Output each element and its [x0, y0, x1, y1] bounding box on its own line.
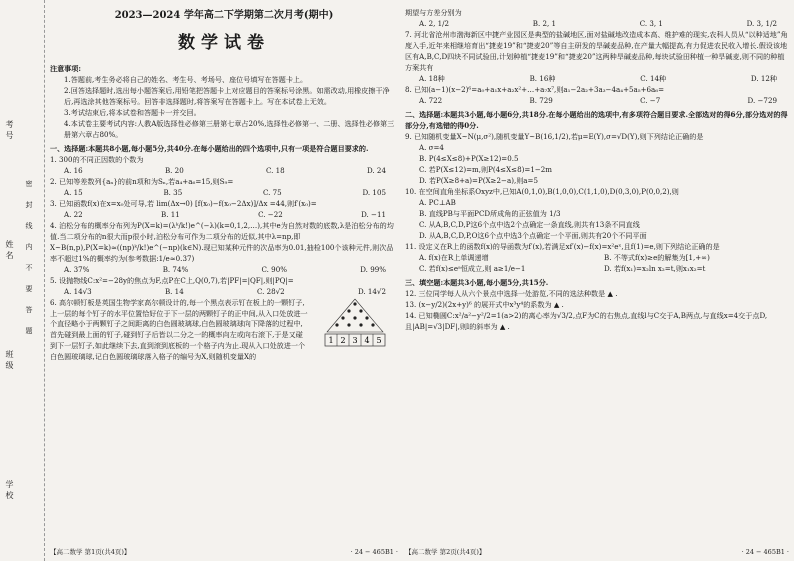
option: B. 74%	[162, 264, 189, 274]
option: D. 若P(X≥8+a)=P(X≥2−a),则a=5	[419, 175, 538, 185]
question-12: 12. 三位同学每人从六个景点中选择一处游览,不同的选法种数是 ▲ .	[405, 288, 618, 298]
question-14: 14. 已知椭圆C:x²/a²−y²/2=1(a>2)的离心率为√3/2,点F为C的右焦点,直线l与C交于A,B两点,与直线x=4交于点D,且|AB|=√3|DF|,则l的斜率为 ▲ .	[405, 310, 768, 331]
paper-code: · 24 − 465B1 ·	[350, 547, 398, 556]
notice-title: 注意事项:	[50, 63, 81, 73]
option: B. 不等式f(x)≥e的解集为[1,+∞)	[604, 252, 710, 262]
section-1-heading: 一、选择题:本题共8小题,每小题5分,共40分.在每小题给出的四个选项中,只有一项是符合题目要求的.	[50, 143, 369, 153]
option: B. 16种	[529, 73, 556, 83]
question-9: 9. 已知随机变量X~N(μ,σ²),随机变量Y~B(16,1/2),若μ=E(Y),σ=√D(Y),则下列结论正确的是	[405, 131, 704, 141]
option: C. 从A,B,C,D,P这6个点中选2个点确定一条直线,则共有13条不同直线	[419, 219, 640, 229]
question-6-tail: 期望与方差分别为	[405, 8, 462, 17]
question-5: 5. 设抛物线C:x²=−28y的焦点为F,点P在C上,Q(0,7),若|PF|=|QF|,则|PQ|=	[50, 275, 294, 285]
question-3-options	[50, 210, 398, 221]
galton-slot-label: 2	[340, 335, 346, 345]
question-7-options	[405, 74, 789, 85]
option: B. 11	[161, 209, 180, 219]
question-4-options	[50, 265, 398, 276]
option: B. 729	[529, 95, 553, 105]
question-1: 1. 300的不同正因数的个数为	[50, 154, 144, 164]
option: D. −729	[747, 95, 777, 105]
question-13: 13. (x−y/2)(2x+y)⁶ 的展开式中x³y⁴的系数为 ▲ .	[405, 299, 564, 309]
option: D. −11	[361, 209, 386, 219]
seal-line-text: 密封线内不要答题	[25, 180, 33, 348]
question-8-options	[405, 96, 789, 107]
question-11: 11. 设定义在R上的函数f(x)的导函数为f′(x),若满足xf′(x)−f(x)=x²eˣ,且f(1)=e,则下列结论正确的是	[405, 241, 720, 251]
question-2-options	[50, 188, 398, 199]
label-school: 学校	[5, 480, 14, 502]
option: C. 90%	[261, 264, 287, 274]
paper-title: 数学试卷	[178, 32, 270, 53]
option: C. 28√2	[256, 286, 285, 296]
left-column	[50, 0, 398, 561]
galton-pegs	[335, 302, 374, 326]
option: C. 14种	[640, 73, 667, 83]
option: C. 18	[265, 165, 285, 175]
galton-board-figure	[312, 298, 398, 350]
binding-strip	[0, 0, 45, 561]
option: B. 20	[164, 165, 184, 175]
option: C. 若P(X≤12)=m,则P(4≤X≤8)=1−2m	[419, 164, 553, 174]
section-2-heading: 二、选择题:本题共3小题,每小题6分,共18分.在每小题给出的选项中,有多项符合题目要求.全部选对的得6分,部分选对的得部分分,有选错的得0分.	[405, 109, 788, 130]
option: A. σ=4	[419, 142, 444, 152]
option: B. 2, 1	[532, 18, 557, 28]
galton-slot-label: 5	[376, 335, 382, 345]
question-6-options	[405, 19, 789, 30]
right-footer	[405, 547, 789, 557]
left-footer	[50, 547, 398, 557]
option: C. 3, 1	[639, 18, 663, 28]
exam-title: 2023—2024 学年高二下学期第二次月考(期中)	[114, 10, 334, 21]
galton-slot-label: 1	[328, 335, 334, 345]
question-2: 2. 已知等差数列{aₙ}的前n项和为Sₙ,若a₄+a₆=15,则S₉=	[50, 176, 234, 186]
option: D. 14√2	[357, 286, 386, 296]
question-1-options	[50, 166, 398, 177]
option: D. 从A,B,C,D,P,O这6个点中选3个点确定一个平面,则共有20个不同平面	[419, 230, 647, 240]
question-5-options	[50, 287, 398, 298]
right-column	[405, 0, 789, 561]
option: A. 18种	[419, 73, 445, 83]
option: D. 3, 1/2	[746, 18, 777, 28]
option: A. 15	[64, 187, 83, 197]
label-class: 班级	[5, 350, 14, 372]
option: C. 若f(x)≤eᵃ恒成立,则 a≥1/e−1	[419, 263, 526, 273]
option: B. P(4≤X≤8)+P(X≥12)=0.5	[419, 153, 519, 163]
option: B. 直线PB与平面PCD所成角的正弦值为 1/3	[419, 208, 561, 218]
option: A. 37%	[64, 264, 90, 274]
question-6	[50, 298, 398, 364]
option: A. 2, 1/2	[419, 18, 450, 28]
question-6-stem: 6. 高尔顿钉板是英国生物学家高尔顿设计的,每一个黑点表示钉在板上的一颗钉子,上一层的每个钉子的水平位置恰好位于下一层的两颗钉子的正中间,从入口处放进一个直径略小于两颗钉子之间距离的白色圆玻璃球,白色圆玻璃球向下降落的过程中,首先碰到最上面的钉子,碰到钉子后皆以二分之一的概率向左或向右滚下,于是又碰到下一层钉子,如此继续下去,直到滚到底板的一个格子内为止.现从入口处放进一个白色圆玻璃球,记白色圆玻璃球落入格子的编号为X,则随机变量X的	[50, 297, 308, 362]
option: B. 35	[163, 187, 183, 197]
page-footer-label: 【高二数学 第1页(共4页)】	[50, 547, 131, 556]
option: A. 722	[419, 95, 443, 105]
option: C. −7	[640, 95, 661, 105]
option: D. 24	[366, 165, 386, 175]
option: D. 12种	[750, 73, 777, 83]
question-7: 7. 河北省沧州市渤海新区中捷产业园区是典型的盐碱地区,面对盐碱地改造成本高、维护难的现实,农科人员从“以种适地”角度入手,近年来相继培育出“捷麦19”和“捷麦20”等自主研发的旱碱麦品种,在产量大幅提高,有力促进农民收入增长.假设该地区有A,B,C,D四块不同试验田,计划种植“捷麦19”和“捷麦20”这两种旱碱麦品种,每块试验田种植一种旱碱麦,则不同的种植方案共有	[405, 29, 788, 72]
option: A. 16	[64, 165, 83, 175]
notice-item: 2.回答选择题时,选出每小题答案后,用铅笔把答题卡上对应题目的答案标号涂黑。如需改动,用橡皮擦干净后,再选涂其他答案标号。回答非选择题时,将答案写在答题卡上。写在本试卷上无效。	[64, 85, 390, 106]
notice-item: 4.本试卷主要考试内容:人教A版选择性必修第三册第七章占20%,选择性必修第一、二册、选择性必修第三册第六章占80%。	[64, 118, 395, 139]
galton-slot-label: 3	[352, 335, 358, 345]
option: D. 105	[362, 187, 386, 197]
label-name: 姓名	[5, 240, 14, 262]
option: B. 14	[164, 286, 184, 296]
option: C. 75	[262, 187, 282, 197]
question-8: 8. 已知(a−1)(x−2)⁶=a₀+a₁x+a₂x²+…+a₇x⁷,则a₁−2a₂+3a₃−4a₄+5a₅+6a₆=	[405, 84, 665, 94]
notice-item: 1.答题前,考生务必将自己的姓名、考生号、考场号、座位号填写在答题卡上。	[64, 74, 308, 84]
paper-code: · 24 − 465B1 ·	[741, 547, 789, 556]
option: A. f(x)在R上单调递增	[419, 252, 489, 262]
label-exam-number: 考号	[5, 120, 14, 142]
option: A. 14√3	[64, 286, 92, 296]
notice-item: 3.考试结束后,将本试卷和答题卡一并交回。	[64, 107, 201, 117]
option: D. 99%	[360, 264, 386, 274]
question-3: 3. 已知函数f(x)在x=x₀处可导,若 lim(Δx→0) [f(x₀)−f(x₀−2Δx)]/Δx =44,则f′(x₀)=	[50, 198, 317, 208]
option: D. 若f(x₁)=x₂ln x₂=t,则x₁x₂=t	[604, 263, 706, 273]
option: A. PC⊥AB	[419, 197, 456, 207]
option: A. 22	[64, 209, 83, 219]
question-10: 10. 在空间直角坐标系Oxyz中,已知A(0,1,0),B(1,0,0),C(1,1,0),D(0,3,0),P(0,0,2),则	[405, 186, 679, 196]
page-footer-label: 【高二数学 第2页(共4页)】	[405, 547, 486, 556]
question-11-options	[405, 253, 789, 275]
option: C. −22	[258, 209, 283, 219]
section-3-heading: 三、填空题:本题共3小题,每小题5分,共15分.	[405, 277, 549, 287]
question-4: 4. 泊松分布的概率分布列为P(X=k)=(λᵏ/k!)e^(−λ)(k=0,1,2,…),其中e为自然对数的底数,λ是泊松分布的均值.当二项分布的n很大而p很小时,泊松分布可作为二项分布的近似,其中λ=np,即X~B(n,p),P(X=k)≈((np)ᵏ/k!)e^(−np)(k∈N).现已知某种元件的次品率为0.01,抽检100个该种元件,则次品率不超过1%的概率约为(参考数据:1/e≈0.37)	[50, 220, 394, 263]
galton-slot-label: 4	[364, 335, 370, 345]
